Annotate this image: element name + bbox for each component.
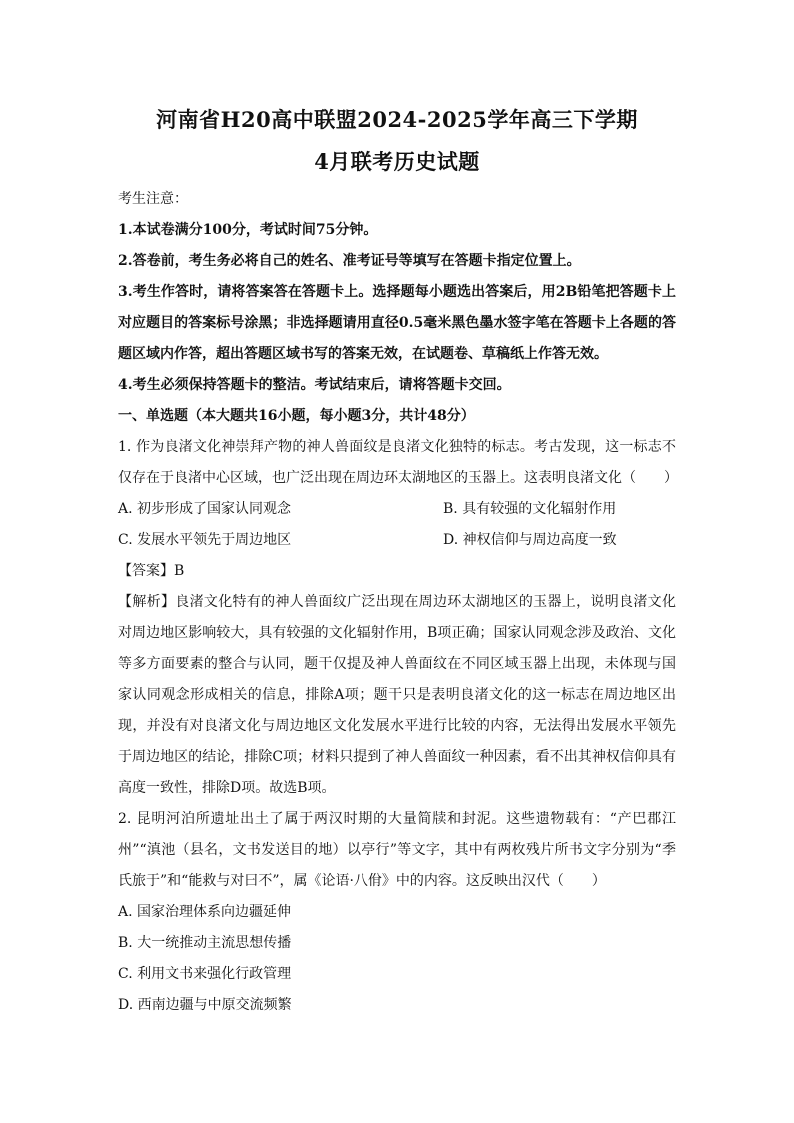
question-1-options-row-1 <box>118 494 676 525</box>
question-2-option-a: A. 国家治理体系向边疆延伸 <box>118 904 292 920</box>
question-1-option-c: C. 发展水平领先于周边地区 <box>118 532 292 548</box>
question-1-stem: 1. 作为良渚文化神崇拜产物的神人兽面纹是良渚文化独特的标志。考古发现，这一标志不仅存在于良渚中心区域，也广泛出现在周边环太湖地区的玉器上。这表明良渚文化（ ） <box>118 439 678 486</box>
section-heading: 一、单选题（本大题共16小题，每小题3分，共计48分） <box>118 408 475 424</box>
exam-subtitle: 4月联考历史试题 <box>314 149 480 174</box>
notice-item-3: 3.考生作答时，请将答案答在答题卡上。选择题每小题选出答案后，用2B铅笔把答题卡上对应题目的答案标号涂黑；非选择题请用直径0.5毫米黑色墨水签字笔在答题卡上各题的答题区域内作答，超出答题区域书写的答案无效，在试题卷、草稿纸上作答无效。 <box>118 284 676 362</box>
question-1-options-row-2 <box>118 525 676 556</box>
question-2-option-b: B. 大一统推动主流思想传播 <box>118 935 292 951</box>
notice-item-2: 2.答卷前，考生务必将自己的姓名、准考证号等填写在答题卡指定位置上。 <box>118 253 581 269</box>
exam-title: 河南省H20高中联盟2024-2025学年高三下学期 <box>156 107 638 132</box>
notice-heading: 考生注意： <box>118 191 188 207</box>
question-1-answer: 【答案】B <box>118 563 185 579</box>
question-1-analysis: 【解析】良渚文化特有的神人兽面纹广泛出现在周边环太湖地区的玉器上，说明良渚文化对周边地区影响较大，具有较强的文化辐射作用，B项正确；国家认同观念涉及政治、文化等多方面要素的整合与认同，题干仅提及神人兽面纹在不同区域玉器上出现，未体现与国家认同观念形成相关的信息，排除A项；题干只是表明良渚文化的这一标志在周边地区出现，并没有对良渚文化与周边地区文化发展水平进行比较的内容，无法得出发展水平领先于周边地区的结论，排除C项；材料只提到了神人兽面纹一种因素，看不出其神权信仰具有高度一致性，排除D项。故选B项。 <box>118 594 676 796</box>
question-2-option-d: D. 西南边疆与中原交流频繁 <box>118 997 292 1013</box>
exam-body <box>118 184 676 1021</box>
question-1-option-b: B. 具有较强的文化辐射作用 <box>443 501 617 517</box>
notice-item-1: 1.本试卷满分100分，考试时间75分钟。 <box>118 222 378 238</box>
question-1-option-d: D. 神权信仰与周边高度一致 <box>443 532 617 548</box>
question-2-option-c: C. 利用文书来强化行政管理 <box>118 966 292 982</box>
notice-item-4: 4.考生必须保持答题卡的整洁。考试结束后，请将答题卡交回。 <box>118 377 511 393</box>
question-1-option-a: A. 初步形成了国家认同观念 <box>118 501 292 517</box>
question-2-stem: 2. 昆明河泊所遗址出土了属于两汉时期的大量简牍和封泥。这些遗物载有：“产巴郡江州”“滇池（县名，文书发送目的地）以亭行”等文字，其中有两枚残片所书文字分别为“季氏旅于”和“能救与对曰不”，属《论语·八佾》中的内容。这反映出汉代（ ） <box>118 811 676 889</box>
